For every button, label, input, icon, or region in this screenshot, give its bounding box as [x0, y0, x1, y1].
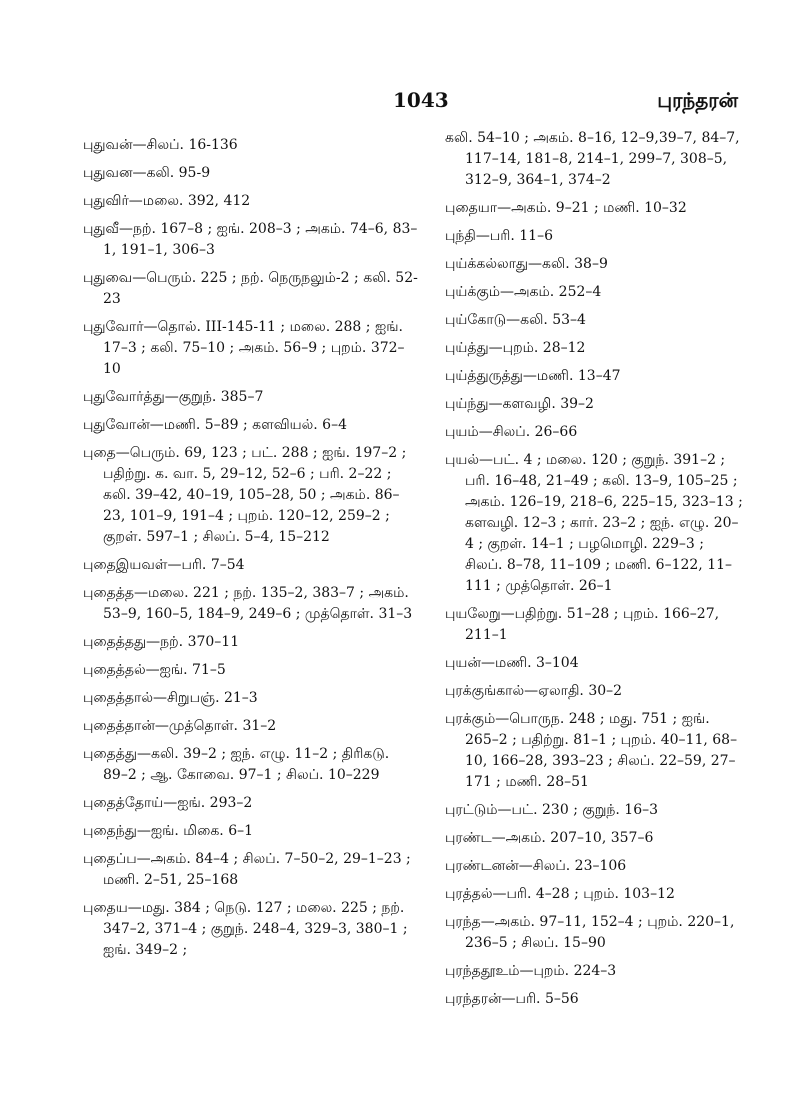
index-entry: புய்ந்து—களவழி. 39–2 — [445, 396, 594, 412]
index-entry: புயலேறு—பதிற்று. 51–28 ; புறம். 166–27, 211–1 — [445, 606, 720, 643]
index-entry: புதைத்து—கலி. 39–2 ; ஐந். எழு. 11–2 ; திரிகடு. 89–2 ; ஆ. கோவை. 97–1 ; சிலப். 10–229 — [83, 746, 390, 783]
index-entry: புரந்தரன்—பரி. 5–56 — [445, 991, 579, 1007]
index-entry: புயம்—சிலப். 26–66 — [445, 424, 578, 440]
index-entry: புய்க்கல்லாது—கலி. 38–9 — [445, 256, 608, 272]
page-header — [0, 88, 800, 118]
index-entry: புதுவிர்—மலை. 392, 412 — [83, 193, 251, 209]
index-entry: புதைத்தல்—ஐங். 71–5 — [83, 662, 226, 678]
index-entry: புதுவன்—சிலப். 16-136 — [83, 137, 238, 153]
index-entry: புய்கோடு—கலி. 53–4 — [445, 312, 586, 328]
index-entry: புரக்கும்—பொருந. 248 ; மது. 751 ; ஐங். 265–2 ; பதிற்று. 81–1 ; புறம். 40–11, 68–10, 166–28, 393–23 ; சிலப். 22–59, 27–171 ; மணி. 28–51 — [445, 711, 738, 790]
index-entry: புதுவோர்—தொல். III-145-11 ; மலை. 288 ; ஐங். 17–3 ; கலி. 75–10 ; அகம். 56–9 ; புறம். 372–10 — [83, 319, 405, 377]
index-entry: புதைத்தோய்—ஐங். 293–2 — [83, 795, 253, 811]
index-entry: புதைத்தான்—முத்தொள். 31–2 — [83, 718, 277, 734]
left-column — [83, 135, 418, 968]
index-entry: புதுவீ—நற். 167–8 ; ஐங். 208–3 ; அகம். 74–6, 83–1, 191–1, 306–3 — [83, 221, 418, 258]
index-entry: புரந்த—அகம். 97–11, 152–4 ; புறம். 220–1, 236–5 ; சிலப். 15–90 — [445, 914, 735, 951]
index-entry: புதையா—அகம். 9–21 ; மணி. 10–32 — [445, 200, 687, 216]
running-head: புரந்தரன் — [657, 88, 738, 112]
index-entry: புரட்டும்—பட். 230 ; குறுந். 16–3 — [445, 802, 659, 818]
page-number: 1043 — [393, 88, 449, 112]
index-entry: புரக்குங்கால்—ஏலாதி. 30–2 — [445, 683, 623, 699]
index-entry: புதைஇயவள்—பரி. 7–54 — [83, 557, 245, 573]
index-entry: புதை—பெரும். 69, 123 ; பட். 288 ; ஐங். 197–2 ; பதிற்று. க. வா. 5, 29–12, 52–6 ; பரி. 2–22 ; கலி. 39–42, 40–19, 105–28, 50 ; அகம். 86–23, 101–9, 191–4 ; புறம். 120–12, 259–2 ; குறள். 597–1 ; சிலப். 5–4, 15–212 — [83, 445, 407, 545]
index-entry: புரண்டனன்—சிலப். 23–106 — [445, 858, 627, 874]
index-entry-continued: கலி. 54–10 ; அகம். 8–16, 12–9,39–7, 84–7, 117–14, 181–8, 214–1, 299–7, 308–5, 312–9, 364–1, 374–2 — [445, 130, 740, 188]
index-entry: புதைத்தால்—சிறுபஞ். 21–3 — [83, 690, 258, 706]
index-entry: புயல்—பட். 4 ; மலை. 120 ; குறுந். 391–2 ; பரி. 16–48, 21–49 ; கலி. 13–9, 105–25 ; அகம். 126–19, 218–6, 225–15, 323–13 ; களவழி. 12–3 ; கார். 23–2 ; ஐந். எழு. 20–4 ; குறள். 14–1 ; பழமொழி. 229–3 ; சிலப். 8–78, 11–109 ; மணி. 6–122, 11–111 ; முத்தொள். 26–1 — [445, 452, 743, 594]
index-entry: புய்த்துருத்து—மணி. 13–47 — [445, 368, 621, 384]
index-entry: புரண்ட—அகம். 207–10, 357–6 — [445, 830, 654, 846]
index-entry: புதைய—மது. 384 ; நெடு. 127 ; மலை. 225 ; நற். 347–2, 371–4 ; குறுந். 248–4, 329–3, 380–1 ; ஐங். 349–2 ; — [83, 900, 408, 958]
index-entry: புதைந்து—ஐங். மிகை. 6–1 — [83, 823, 254, 839]
index-entry: புய்க்கும்—அகம். 252–4 — [445, 284, 602, 300]
index-entry: புதுவோர்த்து—குறுந். 385–7 — [83, 389, 264, 405]
index-entry: புய்த்து—புறம். 28–12 — [445, 340, 586, 356]
index-entry: புயன்—மணி. 3–104 — [445, 655, 579, 671]
index-entry: புரத்தல்—பரி. 4–28 ; புறம். 103–12 — [445, 886, 675, 902]
index-entry: புதுவன—கலி. 95-9 — [83, 165, 211, 181]
index-entry: புதைப்ப—அகம். 84–4 ; சிலப். 7–50–2, 29–1–23 ; மணி. 2–51, 25–168 — [83, 851, 411, 888]
index-entry: புந்தி—பரி. 11–6 — [445, 228, 553, 244]
index-entry: புதைத்த—மலை. 221 ; நற். 135–2, 383–7 ; அகம். 53–9, 160–5, 184–9, 249–6 ; முத்தொள். 31–3 — [83, 585, 413, 622]
index-entry: புதுவோன்—மணி. 5–89 ; களவியல். 6–4 — [83, 417, 347, 433]
index-entry: புதுவை—பெரும். 225 ; நற். நெருநலும்-2 ; கலி. 52-23 — [83, 270, 418, 307]
right-column — [445, 128, 745, 1017]
index-entry: புதைத்தது—நற். 370–11 — [83, 634, 240, 650]
index-entry: புரந்ததூஉம்—புறம். 224–3 — [445, 963, 617, 979]
